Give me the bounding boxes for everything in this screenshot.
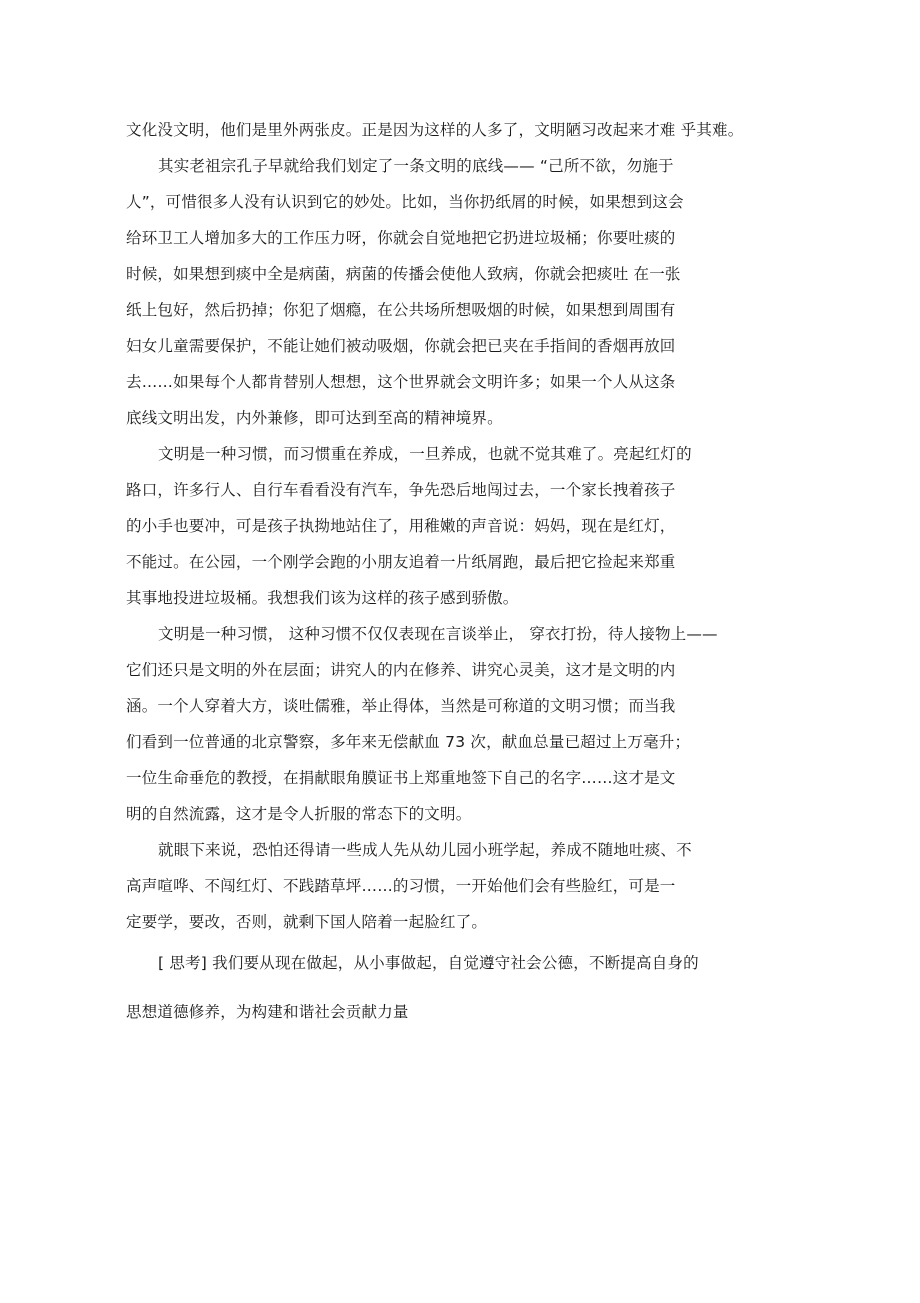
text-line-23: 定要学，要改，否则，就剩下国人陪着一起脸红了。 xyxy=(126,913,488,931)
text-line-5: 时候，如果想到痰中全是病菌，病菌的传播会使他人致病，你就会把痰吐 在一张 xyxy=(126,265,681,283)
text-line-4: 给环卫工人增加多大的工作压力呀，你就会自觉地把它扔进垃圾桶；你要吐痰的 xyxy=(126,229,676,247)
text-line-3: 人”，可惜很多人没有认识到它的妙处。比如，当你扔纸屑的时候，如果想到这会 xyxy=(126,193,684,211)
reflection-line-end: 思想道德修养，为构建和谐社会贡献力量 xyxy=(126,1003,409,1021)
paragraph-start-line: 文明是一种习惯， 这种习惯不仅仅表现在言谈举止， 穿衣打扮，待人接物上—— xyxy=(158,625,718,643)
text-line-1: 文化没文明，他们是里外两张皮。正是因为这样的人多了，文明陋习改起来才难 乎其难。 xyxy=(126,121,744,139)
text-line-11: 路口，许多行人、自行车看看没有汽车，争先恐后地闯过去，一个家长拽着孩子 xyxy=(126,481,676,499)
reflection-line: [ 思考] 我们要从现在做起，从小事做起，自觉遵守社会公德，不断提高自身的 xyxy=(158,954,699,972)
text-line-19: 一位生命垂危的教授，在捐献眼角膜证书上郑重地签下自己的名字……这才是文 xyxy=(126,769,676,787)
paragraph-start-line: 就眼下来说，恐怕还得请一些成人先从幼儿园小班学起，养成不随地吐痰、不 xyxy=(158,841,692,859)
text-line-12: 的小手也要冲，可是孩子执拗地站住了，用稚嫩的声音说：妈妈，现在是红灯， xyxy=(126,517,676,535)
text-line-7: 妇女儿童需要保护，不能让她们被动吸烟，你就会把已夹在手指间的香烟再放回 xyxy=(126,337,676,355)
paragraph-start-line: 其实老祖宗孔子早就给我们划定了一条文明的底线—— “己所不欲，勿施于 xyxy=(158,157,674,175)
text-line-8: 去……如果每个人都肯替别人想想，这个世界就会文明许多；如果一个人从这条 xyxy=(126,373,676,391)
text-line-22: 高声喧哗、不闯红灯、不践踏草坪……的习惯，一开始他们会有些脸红，可是一 xyxy=(126,877,676,895)
paragraph-start-line: 文明是一种习惯，而习惯重在养成，一旦养成，也就不觉其难了。亮起红灯的 xyxy=(158,445,692,463)
text-line-17: 涵。一个人穿着大方，谈吐儒雅，举止得体，当然是可称道的文明习惯；而当我 xyxy=(126,697,676,715)
text-line-16: 它们还只是文明的外在层面；讲究人的内在修养、讲究心灵美，这才是文明的内 xyxy=(126,661,676,679)
text-line-18: 们看到一位普通的北京警察，多年来无偿献血 73 次，献血总量已超过上万毫升； xyxy=(126,733,691,751)
text-line-6: 纸上包好，然后扔掉；你犯了烟瘾，在公共场所想吸烟的时候，如果想到周围有 xyxy=(126,301,676,319)
text-line-13: 不能过。在公园，一个刚学会跑的小朋友追着一片纸屑跑，最后把它捡起来郑重 xyxy=(126,553,676,571)
text-line-20: 明的自然流露，这才是令人折服的常态下的文明。 xyxy=(126,805,472,823)
text-line-14: 其事地投进垃圾桶。我想我们该为这样的孩子感到骄傲。 xyxy=(126,589,519,607)
text-line-9: 底线文明出发，内外兼修，即可达到至高的精神境界。 xyxy=(126,409,503,427)
